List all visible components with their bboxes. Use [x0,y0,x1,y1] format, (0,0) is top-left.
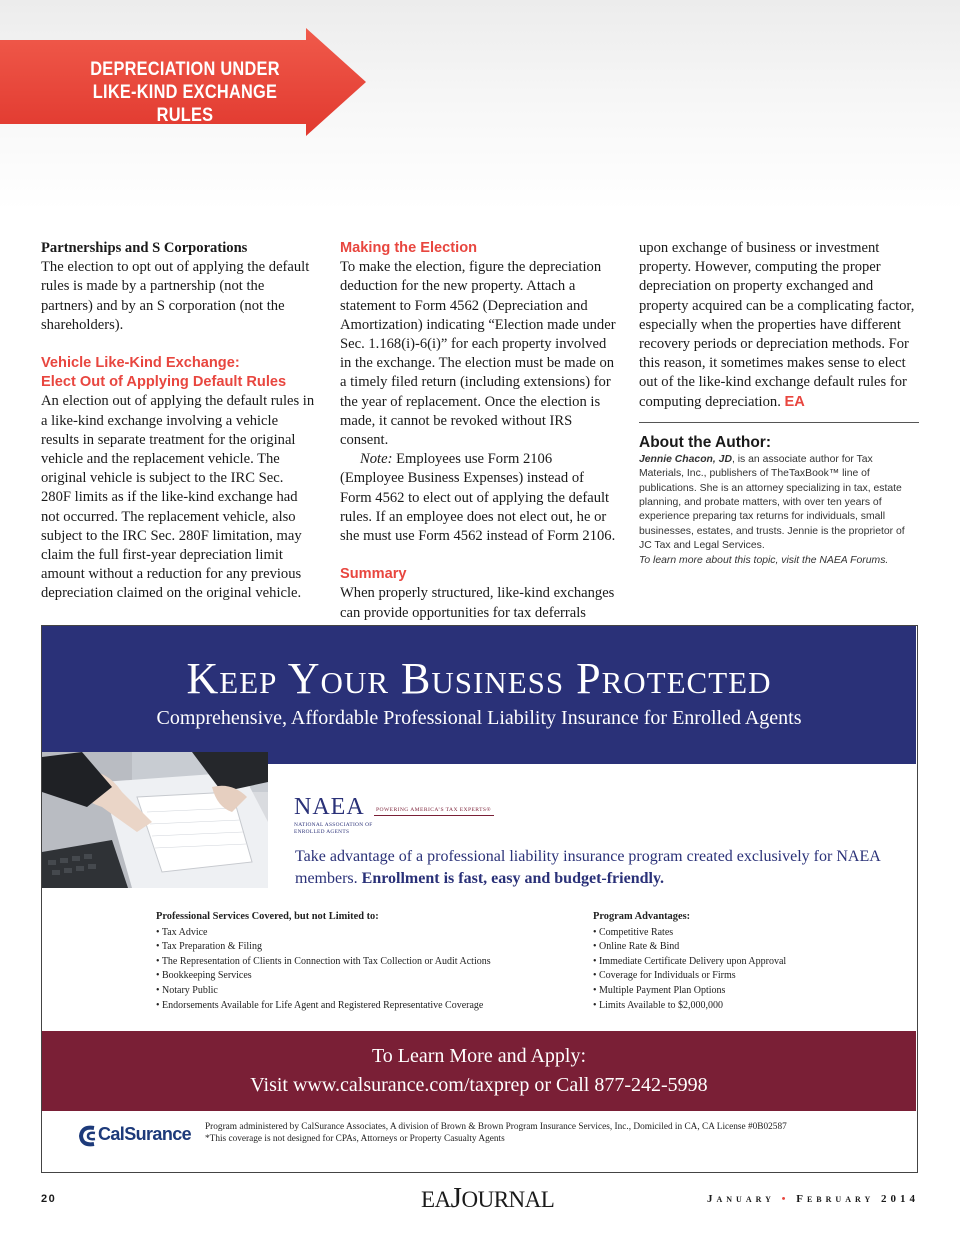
heading-line: Vehicle Like-Kind Exchange: [41,355,240,372]
banner-line-1: DEPRECIATION UNDER [90,59,280,80]
calsurance-wordmark: CalSurance [98,1124,192,1144]
list-item: • Multiple Payment Plan Options [593,984,726,996]
note-text: Employees use Form 2106 (Employee Business Expenses) instead of Form 4562 to elect out of applying the default rules. If an employee does not elect out, he or she must use Form 4562 instead of Form 2106. [340,451,616,545]
services-list [156,910,576,1013]
list-item: • Immediate Certificate Delivery upon Approval [593,955,787,967]
cta-contact[interactable]: Visit www.calsurance.com/taxprep or Call 877-242-5998 [250,1074,708,1096]
logo-rest: OURNAL [461,1187,555,1212]
section-heading: Partnerships and S Corporations [41,240,248,256]
section-heading: Summary [340,566,407,583]
advantages-list [593,910,893,1013]
list-item: • Limits Available to $2,000,000 [593,999,723,1011]
logo-j: J [450,1182,462,1214]
paragraph [639,239,919,412]
section-heading: Making the Election [340,240,478,256]
issue-month-1: January [707,1193,775,1205]
paragraph [340,450,616,546]
list-item: • Tax Advice [156,926,208,938]
calsurance-logo [78,1122,198,1150]
paragraph: An election out of applying the default rules in a like-kind exchange involving a vehicle results in separate treatment for the original vehicle and the replacement vehicle. The original vehicle is subject to the IRC Sec. 280F limits as if the like-kind exchange had not occurred. The replacement vehicle, also subject to the IRC Sec. 280F limitation, may claim the full first-year depreciation limit amount without a reduction for any previous depreciation claimed on the original vehicle. [41,393,315,602]
heading-line: Elect Out of Applying Default Rules [41,374,287,391]
disclaimer-line: Program administered by CalSurance Associates, A division of Brown & Brown Program Insurance Services, Inc., Domiciled in CA, CA License #0B02587 [205,1122,787,1132]
insurance-advertisement [41,625,918,1173]
paragraph: To make the election, figure the depreciation deduction for the new property. Attach a statement to Form 4562 (Depreciation and Amortization) indicating “Election made under Sec. 1.168(i)-6(i)” for each property involved in the exchange. The election must be made on a timely filed return (including extensions) for the year of replacement. Once the election is made, it cannot be revoked without IRS consent. [340,259,616,449]
issue-month-2: February 2014 [796,1193,919,1205]
note-label: Note: [360,451,393,468]
pitch-text: Take advantage of a professional liability insurance program created exclusively for NAEA members. [295,848,880,887]
list-item: • Online Rate & Bind [593,941,680,953]
banner-line-2: LIKE-KIND EXCHANGE RULES [92,82,278,126]
list-item: • Tax Preparation & Filing [156,941,262,953]
article-column-1 [41,239,317,604]
naea-fullname: NATIONAL ASSOCIATION OF ENROLLED AGENTS [294,822,373,835]
paragraph: When properly structured, like-kind exchanges can provide opportunities for tax deferrals [340,585,615,621]
cta-heading: To Learn More and Apply: [371,1045,587,1067]
ad-subtitle: Comprehensive, Affordable Professional Liability Insurance for Enrolled Agents [156,707,802,729]
calsurance-swoosh-icon [78,1124,98,1148]
naea-wordmark: NAEA [294,794,365,820]
author-bio-text: , is an associate author for Tax Materials, Inc., publishers of TheTaxBook™ line of publications. She is an attorney specializing in tax, estate planning, and probate matters, with over ten years of experience preparing tax returns for individuals, small businesses, estates, and trusts. Jennie is the proprietor of JC Tax and Legal Services. [639,453,905,552]
advantages-heading: Program Advantages: [593,911,691,922]
ea-journal-logo [421,1182,554,1215]
author-name: Jennie Chacon, JD [639,453,732,465]
list-item: • Notary Public [156,984,218,996]
list-item: • Endorsements Available for Life Agent and Registered Representative Coverage [156,999,484,1011]
page-number: 20 [41,1193,57,1205]
paragraph-text: upon exchange of business or investment property. However, computing the proper depreciation on property exchanged and property acquired can be a complicating factor, especially when the properties have different recovery periods or depreciation methods. For this reason, it sometimes makes sense to elect out of the like-kind exchange default rules for computing depreciation. [639,240,915,410]
logo-ea: EA [421,1187,451,1212]
list-item: • The Representation of Clients in Connection with Tax Collection or Audit Actions [156,955,491,967]
list-item: • Coverage for Individuals or Firms [593,970,736,982]
disclaimer-line: *This coverage is not designed for CPAs, Attorneys or Property Casualty Agents [205,1134,505,1145]
paragraph: The election to opt out of applying the default rules is made by a partnership (not the partners) and by an S corporation (not the shareholders). [41,259,310,333]
section-banner-title [69,58,301,127]
ad-call-to-action [42,1031,916,1111]
author-heading: About the Author: [639,433,771,451]
author-bio [639,453,919,554]
end-mark: EA [784,393,805,410]
divider [639,422,919,423]
article-column-2 [340,239,616,623]
ad-header-band [42,626,916,764]
office-photo [42,752,268,888]
services-heading: Professional Services Covered, but not Limited to: [156,911,379,922]
issue-separator: • [781,1193,790,1205]
list-item: • Competitive Rates [593,926,674,938]
naea-logo [294,794,514,838]
issue-date [707,1193,919,1205]
naea-tagline: POWERING AMERICA’S TAX EXPERTS® [376,807,492,813]
article-column-3 [639,239,919,568]
section-heading [41,354,317,392]
naea-rule [374,815,494,816]
list-item: • Bookkeeping Services [156,970,252,982]
pitch-emphasis: Enrollment is fast, easy and budget-friendly. [361,870,665,887]
ad-title: Keep Your Business Protected [186,654,772,703]
ad-disclaimer [205,1121,905,1146]
ad-pitch [295,846,895,890]
forum-note: To learn more about this topic, visit the NAEA Forums. [639,554,889,566]
